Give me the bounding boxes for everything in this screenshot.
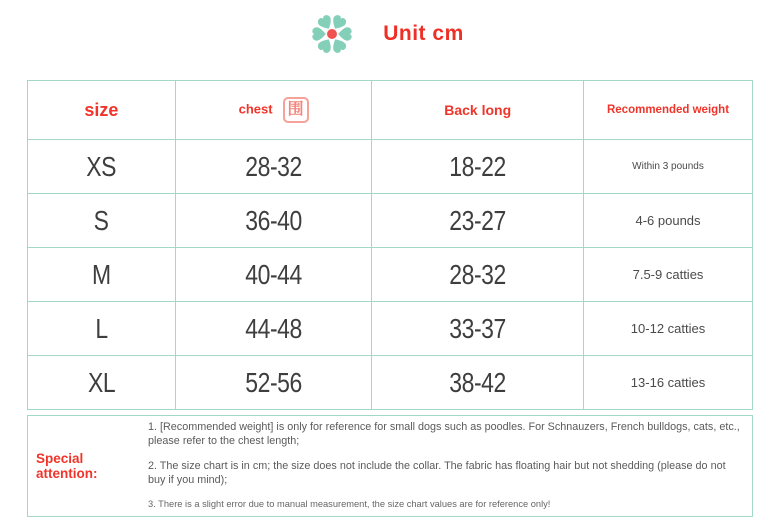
chest-cell: 44-48: [175, 302, 371, 356]
note-3: 3. There is a slight error due to manual measurement, the size chart values are for reference only!: [148, 499, 551, 510]
back-long-cell: 23-27: [372, 194, 584, 248]
size-cell: XL: [28, 356, 176, 410]
notes-box: [27, 415, 753, 517]
size-cell: XS: [28, 140, 176, 194]
size-table: [27, 80, 753, 410]
flower-icon: [309, 11, 355, 57]
chest-label: chest: [238, 101, 273, 117]
chest-cell: 28-32: [175, 140, 371, 194]
col-header-recommended-weight: Recommended weight: [584, 81, 753, 140]
back-long-cell: 33-37: [372, 302, 584, 356]
chest-cell: 36-40: [175, 194, 371, 248]
table-header-row: [28, 81, 753, 140]
weight-cell: 4-6 pounds: [584, 194, 753, 248]
back-long-cell: 28-32: [372, 248, 584, 302]
girth-stamp-icon: 围: [283, 97, 309, 123]
size-cell: M: [28, 248, 176, 302]
table-row: [28, 194, 753, 248]
page-header: [0, 6, 773, 62]
weight-cell: 10-12 catties: [584, 302, 753, 356]
col-header-back-long: Back long: [372, 81, 584, 140]
back-long-cell: 38-42: [372, 356, 584, 410]
unit-label: Unit cm: [383, 22, 464, 45]
table-row: [28, 356, 753, 410]
note-2: 2. The size chart is in cm; the size does not include the collar. The fabric has floating hair but not shedding (please do not buy if you mind);: [148, 460, 726, 486]
notes-list: [148, 416, 752, 516]
back-long-cell: 18-22: [372, 140, 584, 194]
weight-cell: Within 3 pounds: [584, 140, 753, 194]
chest-cell: 40-44: [175, 248, 371, 302]
size-cell: S: [28, 194, 176, 248]
note-1: 1. [Recommended weight] is only for reference for small dogs such as poodles. For Schnauzers, French bulldogs, cats, etc., please refer to the chest length;: [148, 421, 740, 447]
weight-cell: 13-16 catties: [584, 356, 753, 410]
special-attention-label: Special attention:: [36, 451, 98, 481]
table-row: [28, 248, 753, 302]
table-row: [28, 140, 753, 194]
col-header-chest: [175, 81, 371, 140]
weight-cell: 7.5-9 catties: [584, 248, 753, 302]
table-row: [28, 302, 753, 356]
col-header-size: size: [28, 81, 176, 140]
size-cell: L: [28, 302, 176, 356]
chest-cell: 52-56: [175, 356, 371, 410]
